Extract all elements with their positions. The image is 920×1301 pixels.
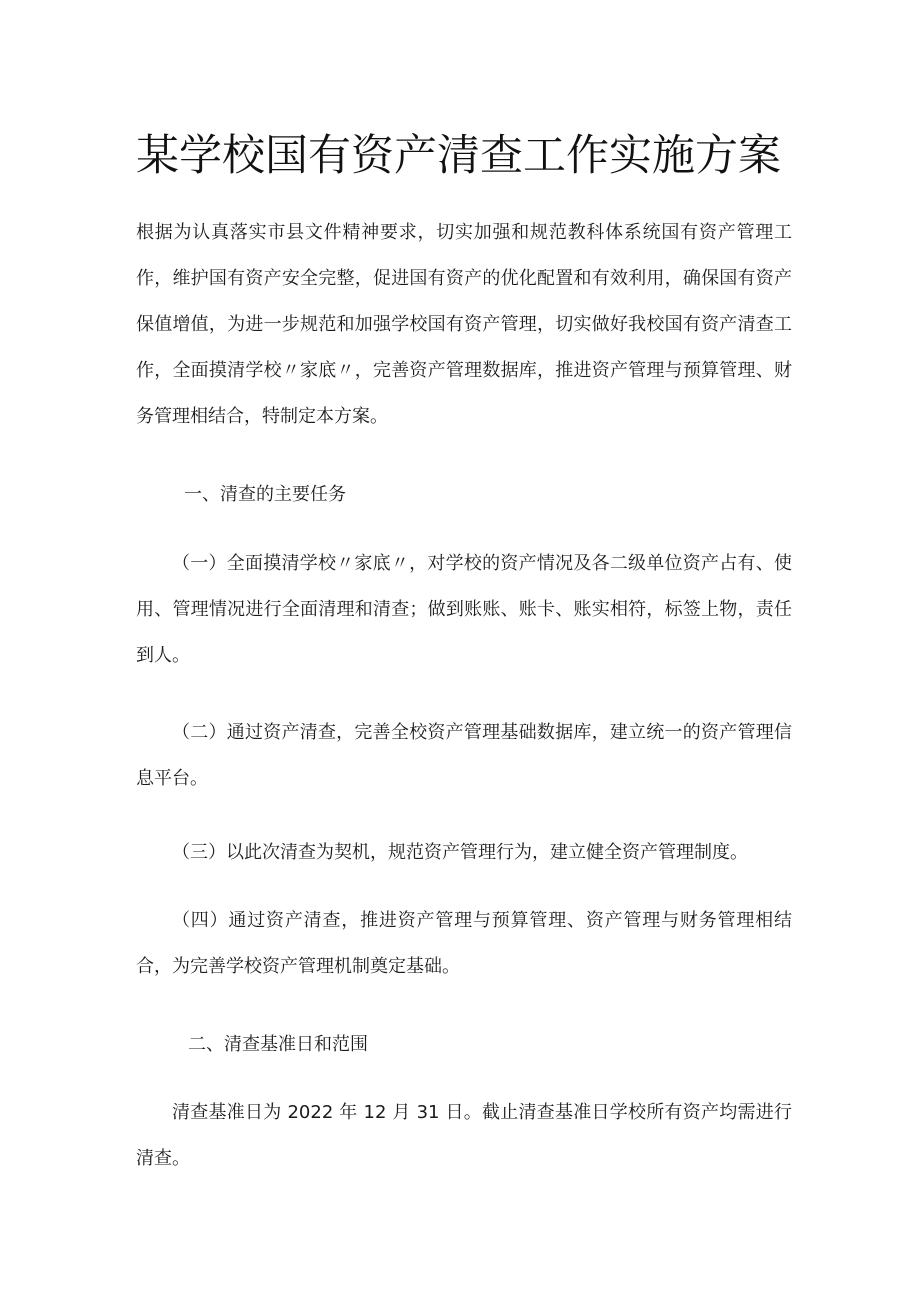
baseline-paragraph: 清查基准日为 2022 年 12 月 31 日。截止清查基准日学校所有资产均需进行清查。 bbox=[136, 1102, 792, 1169]
intro-paragraph: 根据为认真落实市县文件精神要求，切实加强和规范教科体系统国有资产管理工作，维护国有资产安全完整，促进国有资产的优化配置和有效利用，确保国有资产保值增值，为进一步规范和加强学校国有资产管理，切实做好我校国有资产清查工作，全面摸清学校〃家底〃，完善资产管理数据库，推进资产管理与预算管理、财务管理相结合，特制定本方案。 bbox=[136, 222, 792, 427]
section-heading-baseline: 二、清查基准日和范围 bbox=[188, 1034, 368, 1055]
task-item-4: （四）通过资产清查，推进资产管理与预算管理、资产管理与财务管理相结合，为完善学校资产管理机制奠定基础。 bbox=[136, 910, 792, 977]
task-item-1: （一）全面摸清学校〃家底〃，对学校的资产情况及各二级单位资产占有、使用、管理情况进行全面清理和清查；做到账账、账卡、账实相符，标签上物，责任到人。 bbox=[136, 553, 792, 666]
document-title: 某学校国有资产清查工作实施方案 bbox=[136, 131, 781, 181]
task-item-2: （二）通过资产清查，完善全校资产管理基础数据库，建立统一的资产管理信息平台。 bbox=[136, 722, 792, 789]
section-heading-tasks: 一、清查的主要任务 bbox=[184, 484, 346, 505]
task-item-3: （三）以此次清查为契机，规范资产管理行为，建立健全资产管理制度。 bbox=[172, 842, 748, 863]
